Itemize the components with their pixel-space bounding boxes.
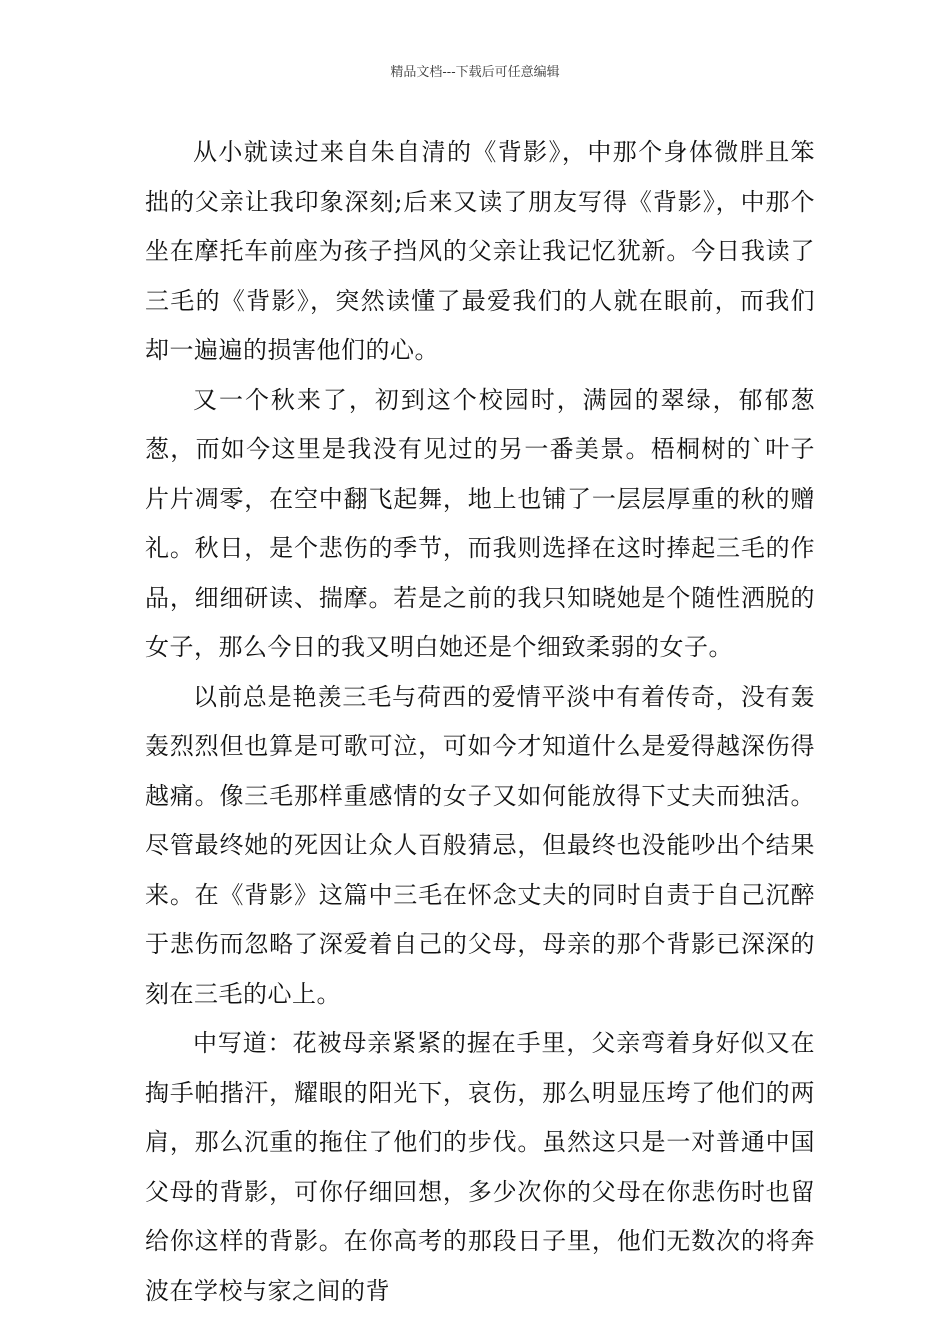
paragraph-2: 又一个秋来了，初到这个校园时，满园的翠绿，郁郁葱葱，而如今这里是我没有见过的另一番美景。梧桐树的`叶子片片凋零，在空中翻飞起舞，地上也铺了一层层厚重的秋的赠礼。秋日，是个悲伤的季节，而我则选择在这时捧起三毛的作品，细细研读、揣摩。若是之前的我只知晓她是个随性洒脱的女子，那么今日的我又明白她还是个细致柔弱的女子。 <box>145 385 815 661</box>
paragraph-1: 从小就读过来自朱自清的《背影》，中那个身体微胖且笨拙的父亲让我印象深刻;后来又读了朋友写得《背影》，中那个坐在摩托车前座为孩子挡风的父亲让我记忆犹新。今日我读了三毛的《背影》，突然读懂了最爱我们的人就在眼前，而我们却一遍遍的损害他们的心。 <box>145 138 815 364</box>
document-body <box>145 128 815 1316</box>
paragraph-3: 以前总是艳羡三毛与荷西的爱情平淡中有着传奇，没有轰轰烈烈但也算是可歌可泣，可如今才知道什么是爱得越深伤得越痛。像三毛那样重感情的女子又如何能放得下丈夫而独活。尽管最终她的死因让众人百般猜忌，但最终也没能吵出个结果来。在《背影》这篇中三毛在怀念丈夫的同时自责于自己沉醉于悲伤而忽略了深爱着自己的父母，母亲的那个背影已深深的刻在三毛的心上。 <box>145 682 815 1008</box>
page-header: 精品文档---下载后可任意编辑 <box>390 65 560 80</box>
paragraph-4: 中写道：花被母亲紧紧的握在手里，父亲弯着身好似又在掏手帕揩汗，耀眼的阳光下，哀伤，那么明显压垮了他们的两肩，那么沉重的拖住了他们的步伐。虽然这只是一对普通中国父母的背影，可你仔细回想，多少次你的父母在你悲伤时也留给你这样的背影。在你高考的那段日子里，他们无数次的将奔波在学校与家之间的背 <box>145 1029 815 1305</box>
